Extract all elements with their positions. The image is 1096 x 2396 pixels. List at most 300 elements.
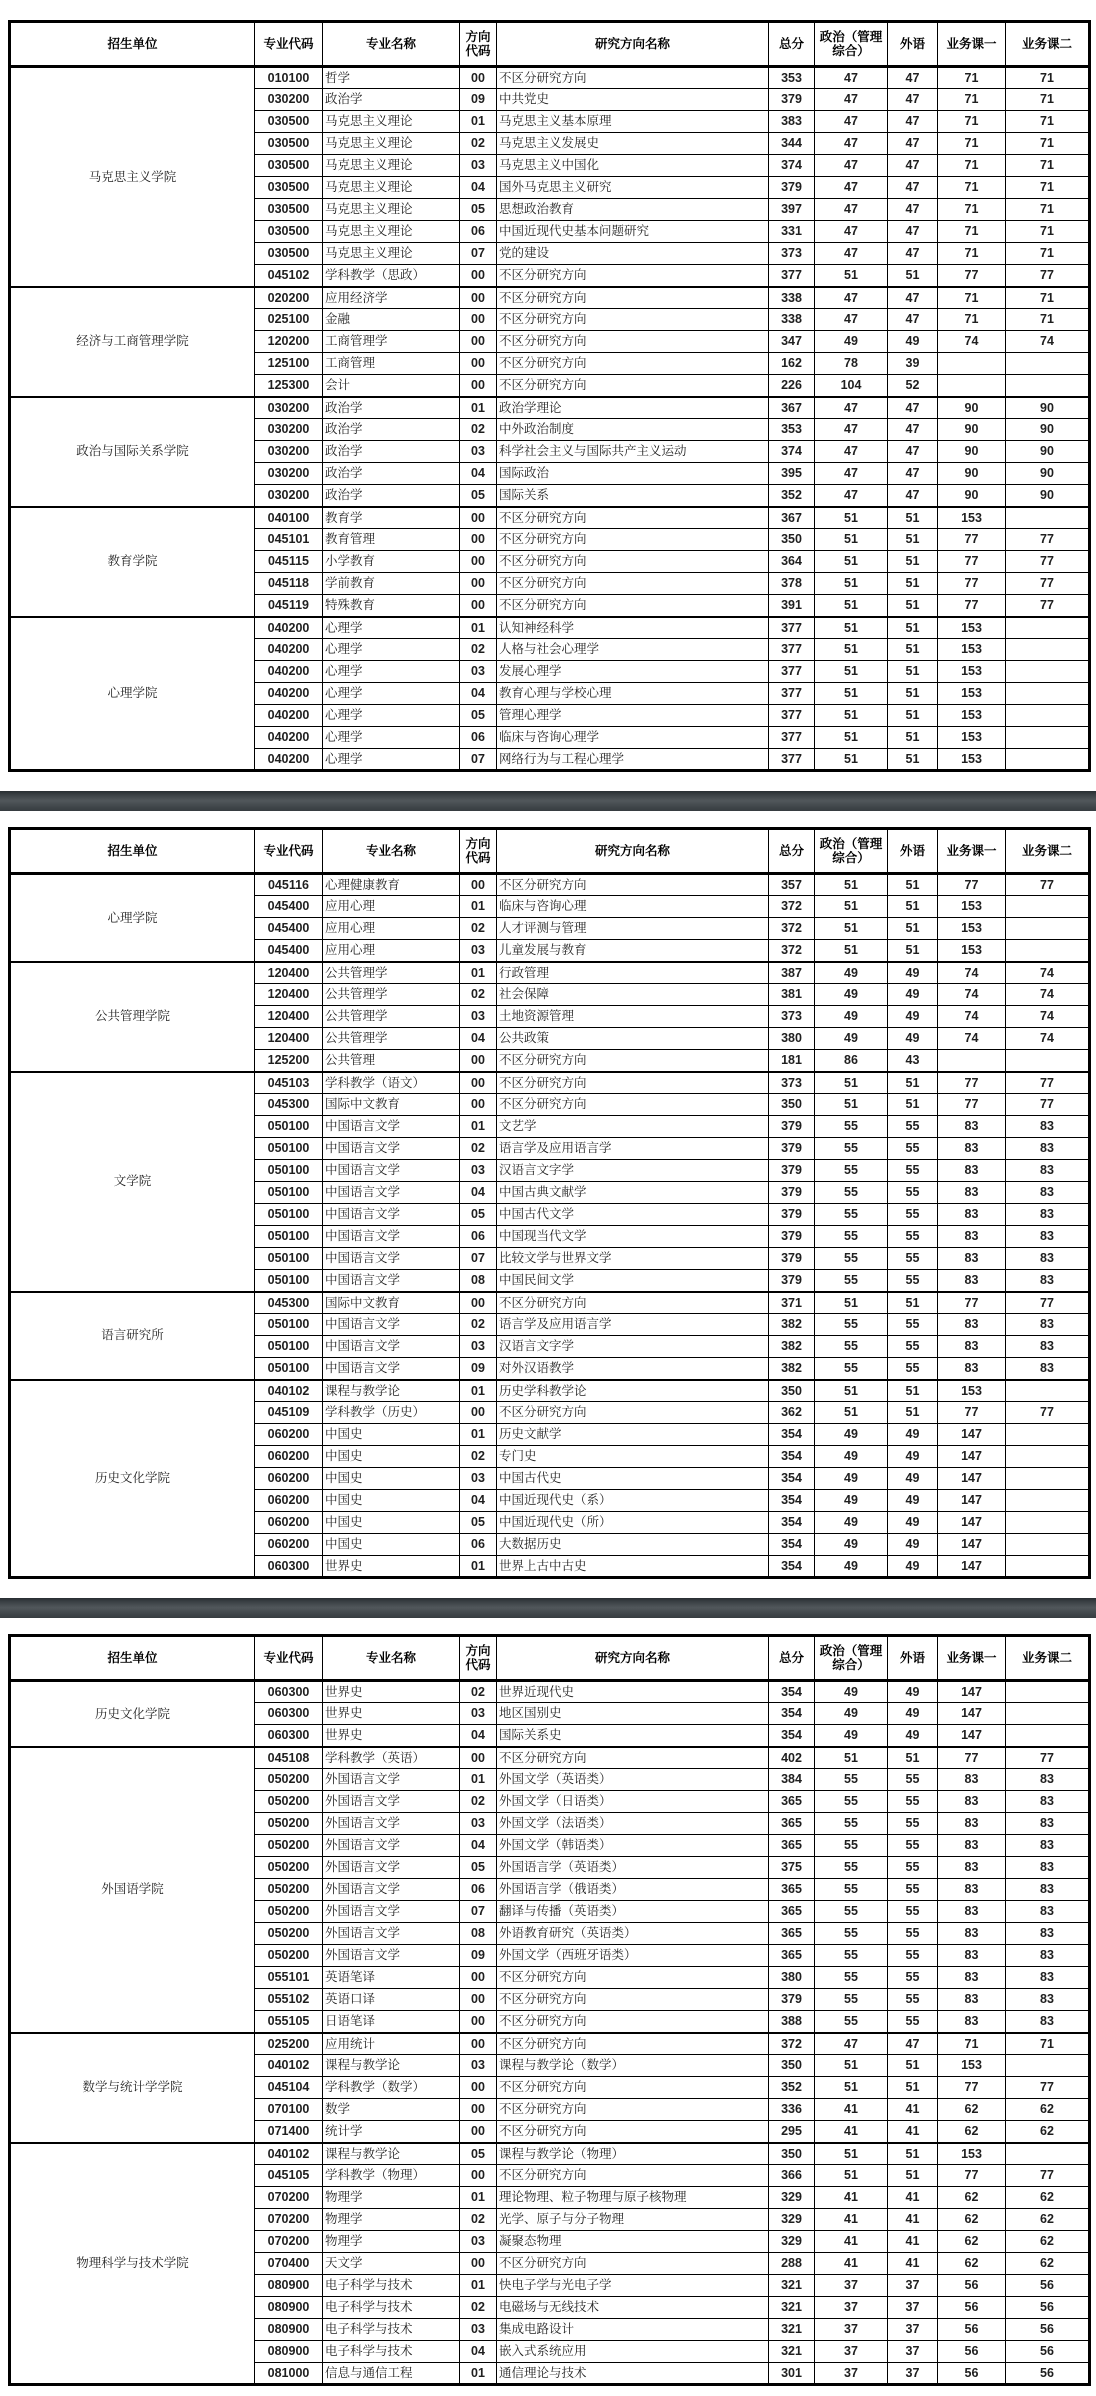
major-name-cell: 物理学 (323, 2209, 460, 2231)
major-name-cell: 电子科学与技术 (323, 2297, 460, 2319)
research-direction-cell: 马克思主义中国化 (497, 155, 769, 177)
course2-score-cell: 77 (1006, 2165, 1090, 2187)
foreign-language-score-cell: 49 (888, 1556, 938, 1578)
column-header: 外语 (888, 829, 938, 874)
column-header: 专业代码 (255, 22, 323, 67)
direction-code-cell: 00 (460, 1989, 497, 2011)
research-direction-cell: 中国现当代文学 (497, 1226, 769, 1248)
score-table-section-3 (8, 1634, 1091, 2386)
foreign-language-score-cell: 51 (888, 749, 938, 771)
politics-score-cell: 51 (815, 2055, 888, 2077)
score-table-section-2 (8, 827, 1091, 1579)
politics-score-cell: 47 (815, 155, 888, 177)
column-header: 专业代码 (255, 829, 323, 874)
total-score-cell: 383 (769, 111, 815, 133)
course1-score-cell: 83 (938, 1769, 1006, 1791)
foreign-language-score-cell: 51 (888, 918, 938, 940)
course2-score-cell: 74 (1006, 331, 1090, 353)
course2-score-cell: 56 (1006, 2363, 1090, 2385)
direction-code-cell: 02 (460, 984, 497, 1006)
research-direction-cell: 国际政治 (497, 463, 769, 485)
course2-score-cell: 83 (1006, 1160, 1090, 1182)
politics-score-cell: 51 (815, 1072, 888, 1094)
course1-score-cell: 71 (938, 177, 1006, 199)
research-direction-cell: 嵌入式系统应用 (497, 2341, 769, 2363)
research-direction-cell: 儿童发展与教育 (497, 940, 769, 962)
course2-score-cell: 90 (1006, 441, 1090, 463)
course2-score-cell: 83 (1006, 1879, 1090, 1901)
course1-score-cell: 83 (938, 1358, 1006, 1380)
direction-code-cell: 01 (460, 1380, 497, 1402)
code-cell: 050100 (255, 1248, 323, 1270)
column-header: 方向代码 (460, 829, 497, 874)
course1-score-cell: 71 (938, 89, 1006, 111)
politics-score-cell: 47 (815, 89, 888, 111)
course2-score-cell: 83 (1006, 1989, 1090, 2011)
total-score-cell: 365 (769, 1791, 815, 1813)
foreign-language-score-cell: 49 (888, 331, 938, 353)
research-direction-cell: 不区分研究方向 (497, 287, 769, 309)
admissions-unit-cell: 心理学院 (10, 617, 255, 771)
research-direction-cell: 不区分研究方向 (497, 309, 769, 331)
research-direction-cell: 课程与教学论（物理） (497, 2143, 769, 2165)
direction-code-cell: 02 (460, 1791, 497, 1813)
politics-score-cell: 47 (815, 199, 888, 221)
foreign-language-score-cell: 51 (888, 617, 938, 639)
column-header: 研究方向名称 (497, 829, 769, 874)
column-header: 方向代码 (460, 1636, 497, 1681)
research-direction-cell: 翻译与传播（英语类） (497, 1901, 769, 1923)
direction-code-cell: 00 (460, 2099, 497, 2121)
research-direction-cell: 管理心理学 (497, 705, 769, 727)
course1-score-cell: 83 (938, 1314, 1006, 1336)
major-name-cell: 外国语言文学 (323, 1769, 460, 1791)
total-score-cell: 377 (769, 727, 815, 749)
total-score-cell: 391 (769, 595, 815, 617)
course2-score-cell: 90 (1006, 397, 1090, 419)
politics-score-cell: 51 (815, 2077, 888, 2099)
total-score-cell: 344 (769, 133, 815, 155)
course1-score-cell: 71 (938, 199, 1006, 221)
code-cell: 040100 (255, 507, 323, 529)
course2-score-cell (1006, 1380, 1090, 1402)
direction-code-cell: 01 (460, 2275, 497, 2297)
politics-score-cell: 37 (815, 2319, 888, 2341)
direction-code-cell: 00 (460, 507, 497, 529)
research-direction-cell: 国外马克思主义研究 (497, 177, 769, 199)
total-score-cell: 365 (769, 1945, 815, 1967)
course2-score-cell (1006, 661, 1090, 683)
total-score-cell: 301 (769, 2363, 815, 2385)
code-cell: 030500 (255, 177, 323, 199)
foreign-language-score-cell: 41 (888, 2099, 938, 2121)
politics-score-cell: 55 (815, 1204, 888, 1226)
politics-score-cell: 55 (815, 1270, 888, 1292)
total-score-cell: 372 (769, 896, 815, 918)
table-row (10, 874, 1090, 896)
course2-score-cell (1006, 1703, 1090, 1725)
politics-score-cell: 41 (815, 2187, 888, 2209)
code-cell: 060300 (255, 1725, 323, 1747)
table-row (10, 962, 1090, 984)
course2-score-cell: 62 (1006, 2187, 1090, 2209)
foreign-language-score-cell: 49 (888, 1424, 938, 1446)
course1-score-cell: 77 (938, 2077, 1006, 2099)
research-direction-cell: 中国古代史 (497, 1468, 769, 1490)
code-cell: 040102 (255, 1380, 323, 1402)
direction-code-cell: 01 (460, 1769, 497, 1791)
code-cell: 050200 (255, 1901, 323, 1923)
direction-code-cell: 00 (460, 529, 497, 551)
admissions-unit-cell: 外国语学院 (10, 1747, 255, 2033)
course2-score-cell (1006, 705, 1090, 727)
foreign-language-score-cell: 51 (888, 507, 938, 529)
major-name-cell: 学科教学（物理） (323, 2165, 460, 2187)
foreign-language-score-cell: 47 (888, 419, 938, 441)
research-direction-cell: 不区分研究方向 (497, 265, 769, 287)
total-score-cell: 365 (769, 1813, 815, 1835)
code-cell: 125100 (255, 353, 323, 375)
direction-code-cell: 04 (460, 463, 497, 485)
code-cell: 020200 (255, 287, 323, 309)
foreign-language-score-cell: 55 (888, 2011, 938, 2033)
column-header: 专业代码 (255, 1636, 323, 1681)
code-cell: 060200 (255, 1490, 323, 1512)
politics-score-cell: 41 (815, 2209, 888, 2231)
total-score-cell: 379 (769, 1116, 815, 1138)
course1-score-cell: 77 (938, 573, 1006, 595)
direction-code-cell: 02 (460, 1138, 497, 1160)
total-score-cell: 364 (769, 551, 815, 573)
total-score-cell: 382 (769, 1358, 815, 1380)
total-score-cell: 397 (769, 199, 815, 221)
direction-code-cell: 00 (460, 551, 497, 573)
direction-code-cell: 02 (460, 1681, 497, 1703)
major-name-cell: 世界史 (323, 1703, 460, 1725)
total-score-cell: 357 (769, 874, 815, 896)
column-header: 招生单位 (10, 829, 255, 874)
major-name-cell: 马克思主义理论 (323, 199, 460, 221)
total-score-cell: 350 (769, 1094, 815, 1116)
course2-score-cell: 71 (1006, 309, 1090, 331)
course2-score-cell: 56 (1006, 2275, 1090, 2297)
code-cell: 045118 (255, 573, 323, 595)
course2-score-cell: 62 (1006, 2121, 1090, 2143)
table-row (10, 1747, 1090, 1769)
major-name-cell: 公共管理学 (323, 1028, 460, 1050)
course1-score-cell: 74 (938, 1028, 1006, 1050)
column-header: 总分 (769, 1636, 815, 1681)
politics-score-cell: 47 (815, 67, 888, 89)
direction-code-cell: 04 (460, 1182, 497, 1204)
direction-code-cell: 06 (460, 727, 497, 749)
foreign-language-score-cell: 55 (888, 1813, 938, 1835)
code-cell: 040200 (255, 661, 323, 683)
major-name-cell: 外国语言文学 (323, 1791, 460, 1813)
direction-code-cell: 00 (460, 2077, 497, 2099)
research-direction-cell: 临床与咨询心理学 (497, 727, 769, 749)
major-name-cell: 中国语言文学 (323, 1138, 460, 1160)
course1-score-cell: 147 (938, 1681, 1006, 1703)
code-cell: 030200 (255, 89, 323, 111)
code-cell: 025100 (255, 309, 323, 331)
code-cell: 045105 (255, 2165, 323, 2187)
foreign-language-score-cell: 47 (888, 2033, 938, 2055)
research-direction-cell: 不区分研究方向 (497, 874, 769, 896)
politics-score-cell: 51 (815, 727, 888, 749)
research-direction-cell: 社会保障 (497, 984, 769, 1006)
politics-score-cell: 49 (815, 1424, 888, 1446)
major-name-cell: 外国语言文学 (323, 1813, 460, 1835)
politics-score-cell: 55 (815, 1967, 888, 1989)
direction-code-cell: 02 (460, 2209, 497, 2231)
admissions-unit-cell: 教育学院 (10, 507, 255, 617)
major-name-cell: 哲学 (323, 67, 460, 89)
foreign-language-score-cell: 55 (888, 1835, 938, 1857)
course1-score-cell: 153 (938, 940, 1006, 962)
research-direction-cell: 不区分研究方向 (497, 1072, 769, 1094)
major-name-cell: 马克思主义理论 (323, 111, 460, 133)
total-score-cell: 354 (769, 1534, 815, 1556)
total-score-cell: 373 (769, 1072, 815, 1094)
total-score-cell: 377 (769, 265, 815, 287)
direction-code-cell: 03 (460, 2319, 497, 2341)
direction-code-cell: 00 (460, 331, 497, 353)
major-name-cell: 学科教学（历史） (323, 1402, 460, 1424)
direction-code-cell: 00 (460, 2033, 497, 2055)
table-row (10, 287, 1090, 309)
score-table-section-1 (8, 20, 1091, 772)
total-score-cell: 347 (769, 331, 815, 353)
direction-code-cell: 02 (460, 1314, 497, 1336)
research-direction-cell: 中国民间文学 (497, 1270, 769, 1292)
research-direction-cell: 外国文学（英语类） (497, 1769, 769, 1791)
research-direction-cell: 通信理论与技术 (497, 2363, 769, 2385)
politics-score-cell: 49 (815, 1681, 888, 1703)
course1-score-cell: 77 (938, 529, 1006, 551)
politics-score-cell: 47 (815, 309, 888, 331)
course1-score-cell: 74 (938, 962, 1006, 984)
direction-code-cell: 00 (460, 1072, 497, 1094)
code-cell: 045109 (255, 1402, 323, 1424)
politics-score-cell: 47 (815, 441, 888, 463)
research-direction-cell: 世界上古中古史 (497, 1556, 769, 1578)
course2-score-cell: 62 (1006, 2099, 1090, 2121)
course2-score-cell: 83 (1006, 1857, 1090, 1879)
course2-score-cell: 56 (1006, 2297, 1090, 2319)
major-name-cell: 英语口译 (323, 1989, 460, 2011)
total-score-cell: 365 (769, 1923, 815, 1945)
course2-score-cell: 74 (1006, 984, 1090, 1006)
course2-score-cell: 83 (1006, 1138, 1090, 1160)
foreign-language-score-cell: 51 (888, 896, 938, 918)
column-header: 外语 (888, 22, 938, 67)
code-cell: 070200 (255, 2187, 323, 2209)
foreign-language-score-cell: 43 (888, 1050, 938, 1072)
research-direction-cell: 光学、原子与分子物理 (497, 2209, 769, 2231)
course1-score-cell: 77 (938, 1072, 1006, 1094)
major-name-cell: 中国史 (323, 1424, 460, 1446)
code-cell: 080900 (255, 2341, 323, 2363)
course1-score-cell: 77 (938, 1747, 1006, 1769)
major-name-cell: 世界史 (323, 1556, 460, 1578)
research-direction-cell: 不区分研究方向 (497, 1050, 769, 1072)
course2-score-cell: 71 (1006, 243, 1090, 265)
research-direction-cell: 世界近现代史 (497, 1681, 769, 1703)
course2-score-cell: 77 (1006, 551, 1090, 573)
research-direction-cell: 中国近现代史基本问题研究 (497, 221, 769, 243)
major-name-cell: 中国史 (323, 1468, 460, 1490)
course2-score-cell (1006, 1490, 1090, 1512)
foreign-language-score-cell: 55 (888, 1204, 938, 1226)
direction-code-cell: 05 (460, 1512, 497, 1534)
politics-score-cell: 41 (815, 2253, 888, 2275)
research-direction-cell: 电磁场与无线技术 (497, 2297, 769, 2319)
course2-score-cell: 83 (1006, 1270, 1090, 1292)
research-direction-cell: 汉语言文字学 (497, 1160, 769, 1182)
course1-score-cell: 147 (938, 1490, 1006, 1512)
major-name-cell: 中国语言文学 (323, 1336, 460, 1358)
code-cell: 120400 (255, 984, 323, 1006)
code-cell: 045102 (255, 265, 323, 287)
course1-score-cell: 83 (938, 1989, 1006, 2011)
code-cell: 060200 (255, 1534, 323, 1556)
politics-score-cell: 55 (815, 1116, 888, 1138)
column-header: 外语 (888, 1636, 938, 1681)
direction-code-cell: 00 (460, 2165, 497, 2187)
direction-code-cell: 00 (460, 353, 497, 375)
research-direction-cell: 不区分研究方向 (497, 1292, 769, 1314)
code-cell: 080900 (255, 2297, 323, 2319)
column-header: 业务课二 (1006, 22, 1090, 67)
direction-code-cell: 04 (460, 1490, 497, 1512)
direction-code-cell: 00 (460, 874, 497, 896)
politics-score-cell: 55 (815, 1857, 888, 1879)
total-score-cell: 288 (769, 2253, 815, 2275)
course2-score-cell: 77 (1006, 265, 1090, 287)
code-cell: 050100 (255, 1226, 323, 1248)
direction-code-cell: 03 (460, 1160, 497, 1182)
foreign-language-score-cell: 37 (888, 2363, 938, 2385)
course2-score-cell: 83 (1006, 1967, 1090, 1989)
politics-score-cell: 49 (815, 962, 888, 984)
politics-score-cell: 37 (815, 2275, 888, 2297)
admissions-unit-cell: 语言研究所 (10, 1292, 255, 1380)
code-cell: 040102 (255, 2143, 323, 2165)
course1-score-cell: 71 (938, 287, 1006, 309)
research-direction-cell: 不区分研究方向 (497, 2011, 769, 2033)
politics-score-cell: 41 (815, 2099, 888, 2121)
major-name-cell: 电子科学与技术 (323, 2341, 460, 2363)
politics-score-cell: 47 (815, 485, 888, 507)
total-score-cell: 377 (769, 661, 815, 683)
major-name-cell: 应用心理 (323, 896, 460, 918)
course2-score-cell: 90 (1006, 419, 1090, 441)
major-name-cell: 心理学 (323, 683, 460, 705)
major-name-cell: 中国史 (323, 1490, 460, 1512)
course1-score-cell: 77 (938, 1094, 1006, 1116)
politics-score-cell: 51 (815, 507, 888, 529)
foreign-language-score-cell: 47 (888, 155, 938, 177)
course1-score-cell: 62 (938, 2187, 1006, 2209)
course2-score-cell (1006, 918, 1090, 940)
code-cell: 030200 (255, 419, 323, 441)
total-score-cell: 365 (769, 1879, 815, 1901)
foreign-language-score-cell: 47 (888, 199, 938, 221)
foreign-language-score-cell: 49 (888, 1681, 938, 1703)
major-name-cell: 中国语言文学 (323, 1160, 460, 1182)
total-score-cell: 321 (769, 2297, 815, 2319)
code-cell: 050100 (255, 1160, 323, 1182)
direction-code-cell: 01 (460, 896, 497, 918)
politics-score-cell: 49 (815, 1512, 888, 1534)
code-cell: 045300 (255, 1292, 323, 1314)
major-name-cell: 外国语言文学 (323, 1835, 460, 1857)
code-cell: 060200 (255, 1512, 323, 1534)
direction-code-cell: 03 (460, 155, 497, 177)
politics-score-cell: 49 (815, 1028, 888, 1050)
major-name-cell: 政治学 (323, 89, 460, 111)
course2-score-cell (1006, 1050, 1090, 1072)
foreign-language-score-cell: 55 (888, 1138, 938, 1160)
course1-score-cell: 74 (938, 984, 1006, 1006)
total-score-cell: 379 (769, 1989, 815, 2011)
politics-score-cell: 49 (815, 331, 888, 353)
total-score-cell: 321 (769, 2275, 815, 2297)
major-name-cell: 日语笔译 (323, 2011, 460, 2033)
major-name-cell: 世界史 (323, 1681, 460, 1703)
admissions-unit-cell: 公共管理学院 (10, 962, 255, 1072)
code-cell: 125300 (255, 375, 323, 397)
course2-score-cell: 71 (1006, 89, 1090, 111)
foreign-language-score-cell: 51 (888, 573, 938, 595)
research-direction-cell: 不区分研究方向 (497, 2033, 769, 2055)
research-direction-cell: 行政管理 (497, 962, 769, 984)
code-cell: 060300 (255, 1703, 323, 1725)
foreign-language-score-cell: 55 (888, 1901, 938, 1923)
direction-code-cell: 03 (460, 1336, 497, 1358)
course1-score-cell: 83 (938, 1160, 1006, 1182)
course1-score-cell: 62 (938, 2231, 1006, 2253)
total-score-cell: 336 (769, 2099, 815, 2121)
course1-score-cell: 90 (938, 485, 1006, 507)
direction-code-cell: 00 (460, 573, 497, 595)
politics-score-cell: 55 (815, 1945, 888, 1967)
direction-code-cell: 05 (460, 485, 497, 507)
foreign-language-score-cell: 47 (888, 177, 938, 199)
politics-score-cell: 51 (815, 896, 888, 918)
course1-score-cell: 147 (938, 1446, 1006, 1468)
course2-score-cell: 77 (1006, 595, 1090, 617)
course2-score-cell: 62 (1006, 2231, 1090, 2253)
foreign-language-score-cell: 55 (888, 1160, 938, 1182)
major-name-cell: 中国语言文学 (323, 1204, 460, 1226)
major-name-cell: 公共管理学 (323, 1006, 460, 1028)
major-name-cell: 中国史 (323, 1534, 460, 1556)
direction-code-cell: 02 (460, 2297, 497, 2319)
foreign-language-score-cell: 51 (888, 1072, 938, 1094)
total-score-cell: 366 (769, 2165, 815, 2187)
total-score-cell: 354 (769, 1681, 815, 1703)
total-score-cell: 377 (769, 705, 815, 727)
politics-score-cell: 49 (815, 1725, 888, 1747)
table-row (10, 2033, 1090, 2055)
foreign-language-score-cell: 51 (888, 683, 938, 705)
politics-score-cell: 55 (815, 1138, 888, 1160)
major-name-cell: 数学 (323, 2099, 460, 2121)
total-score-cell: 371 (769, 1292, 815, 1314)
major-name-cell: 政治学 (323, 397, 460, 419)
